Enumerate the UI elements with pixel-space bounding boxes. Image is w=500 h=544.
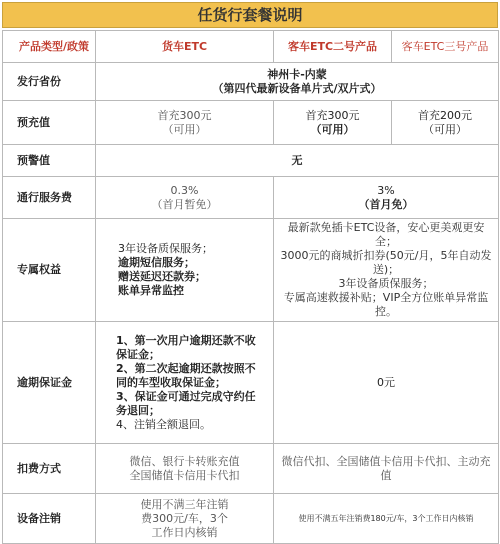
service-fee-truck-line2: （首月暂免） [151,197,218,211]
prepay-car2-line1: 首充300元 [305,108,360,122]
cancel-truck-line3: 工作日内核销 [151,525,218,539]
header-product-type: 产品类型/政策 [3,31,96,63]
table-row-issue [3,63,499,101]
page-title: 任货行套餐说明 [2,2,498,28]
benefits-truck-item: 3年设备质保服务； [118,242,213,255]
benefits-truck-item: 赠送延迟还款券； [118,270,206,283]
deduction-truck [96,444,274,494]
deposit-truck-item: 3、保证金可通过完成守约任务退回； [116,389,256,417]
benefits-truck-item: 账单异常监控 [118,284,184,297]
table-row-prepay [3,101,499,145]
prepay-car3-line2: （可用） [423,122,467,136]
deduction-truck-line1: 微信、银行卡转账充值 [129,454,240,468]
benefits-car [274,219,499,322]
row-label-service-fee: 通行服务费 [3,177,96,219]
row-label-deduction: 扣费方式 [3,444,96,494]
table-header-row [3,31,499,63]
benefits-car-item: 最新款免插卡ETC设备，安心更美观更安全； [287,221,485,248]
benefits-truck-item: 逾期短信服务； [118,256,195,269]
cancel-truck-line2: 费300元/车，3个 [141,511,228,525]
issue-line1: 神州卡-内蒙 [267,67,327,81]
row-label-warning: 预警值 [3,145,96,177]
header-car-etc-2: 客车ETC二号产品 [274,31,392,63]
deposit-car: 0元 [274,322,499,444]
benefits-car-item: 专属高速救援补贴；VIP全方位账单异常监控。 [283,291,489,318]
deposit-truck-item: 1、第一次用户逾期还款不收保证金； [116,333,256,361]
warning-value: 无 [96,145,499,177]
deposit-truck [96,322,274,444]
table-row-warning [3,145,499,177]
row-label-deposit: 逾期保证金 [3,322,96,444]
table-row-service-fee [3,177,499,219]
benefits-car-item: 3000元的商城折扣券(50元/月，5年自动发送)； [280,249,492,276]
row-label-cancel: 设备注销 [3,494,96,544]
deduction-car: 微信代扣、全国储值卡信用卡代扣、主动充值 [274,444,499,494]
prepay-car3-line1: 首充200元 [418,108,472,122]
service-fee-car [274,177,499,219]
prepay-car3 [392,101,499,145]
header-truck-etc: 货车ETC [96,31,274,63]
benefits-truck [96,219,274,322]
table-row-deposit [3,322,499,444]
row-label-issue: 发行省份 [3,63,96,101]
prepay-truck [96,101,274,145]
header-car-etc-3: 客车ETC三号产品 [392,31,499,63]
service-fee-truck [96,177,274,219]
package-table [2,30,499,544]
deposit-truck-item: 2、第二次起逾期还款按照不同的车型收取保证金； [116,361,256,389]
prepay-truck-line2: （可用） [162,122,207,136]
table-row-deduction [3,444,499,494]
table-row-cancel [3,494,499,544]
cancel-truck-line1: 使用不满三年注销 [140,497,229,511]
prepay-car2-line2: （可用） [310,122,355,136]
cancel-car: 使用不满五年注销费180元/车，3个工作日内核销 [274,494,499,544]
row-label-prepay: 预充值 [3,101,96,145]
cancel-truck [96,494,274,544]
service-fee-car-line2: （首月免） [358,197,414,211]
benefits-car-item: 3年设备质保服务； [338,277,434,290]
deduction-truck-line2: 全国储值卡信用卡代扣 [129,468,240,482]
service-fee-car-line1: 3% [377,183,395,197]
issue-line2: （第四代最新设备单片式/双片式） [212,81,382,95]
service-fee-truck-line1: 0.3% [170,183,199,197]
prepay-car2 [274,101,392,145]
row-label-benefits: 专属权益 [3,219,96,322]
prepay-truck-line1: 首充300元 [157,108,212,122]
issue-value [96,63,499,101]
deposit-truck-item: 4、注销全额退回。 [116,417,211,431]
table-row-benefits [3,219,499,322]
